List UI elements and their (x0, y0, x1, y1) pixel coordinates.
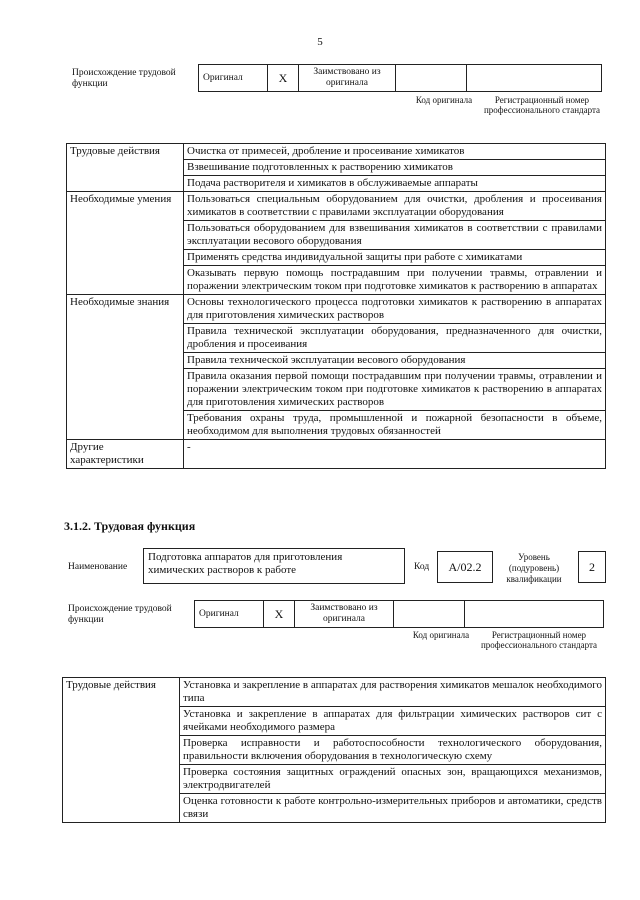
requirement-item: Установка и закрепление в аппаратах для растворения химикатов мешалок необходимого типа (180, 678, 606, 707)
requirements-table-2 (62, 677, 606, 823)
origin-label: Происхождение трудовой функции (72, 68, 176, 89)
origin-code-cell (396, 65, 467, 92)
reg-caption: Регистрационный номер профессионального стандарта (483, 95, 601, 115)
requirement-item: Подача растворителя и химикатов в обслуживаемые аппараты (184, 176, 606, 192)
section-heading: Необходимые знания (67, 295, 184, 440)
origin-label-2: Происхождение трудовой функции (68, 604, 172, 625)
requirement-item: Проверка состояния защитных ограждений опасных зон, вращающихся механизмов, электродвигателей (180, 765, 606, 794)
requirement-item: Оценка готовности к работе контрольно-измерительных приборов и автоматики, средств связи (180, 794, 606, 823)
requirement-item: Пользоваться оборудованием для взвешивания химикатов в соответствии с правилами эксплуатации весового оборудования (184, 221, 606, 250)
requirement-item: Пользоваться специальным оборудованием для очистки, дробления и просеивания химикатов в соответствии с правилами эксплуатации оборудования (184, 192, 606, 221)
section-heading: Трудовые действия (67, 144, 184, 192)
table-row (67, 295, 606, 324)
section-heading: Необходимые умения (67, 192, 184, 295)
origin-reg-cell-2 (465, 601, 604, 628)
function-level: 2 (578, 551, 606, 583)
origin-code-cell-2 (394, 601, 465, 628)
section-title: 3.1.2. Трудовая функция (64, 519, 196, 533)
origin-table (198, 64, 602, 92)
requirement-item: Основы технологического процесса подготовки химикатов к растворению в аппаратах для приготовления химических растворов (184, 295, 606, 324)
page-number: 5 (317, 36, 323, 48)
requirement-item: Оказывать первую помощь пострадавшим при получении травмы, отравлении и поражении электрическим током при подготовке химикатов к растворению в аппаратах (184, 266, 606, 295)
requirement-item: Применять средства индивидуальной защиты при работе с химикатами (184, 250, 606, 266)
requirement-item: - (184, 440, 606, 469)
function-name: Подготовка аппаратов для приготовления химических растворов к работе (143, 548, 405, 584)
level-label: Уровень (подуровень) квалификации (506, 552, 562, 584)
requirement-item: Правила технической эксплуатации оборудования, предназначенного для очистки, дробления и просеивания (184, 324, 606, 353)
origin-mark-2: X (264, 601, 295, 628)
origin-table-2 (194, 600, 604, 628)
requirement-item: Правила оказания первой помощи пострадавшим при получении травмы, отравлении и поражении электрическим током при подготовке химикатов к растворению в аппаратах для приготовления химических растворов (184, 369, 606, 411)
name-label: Наименование (68, 562, 128, 572)
origin-borrowed-2: Заимствовано из оригинала (295, 601, 394, 628)
section-heading: Трудовые действия (63, 678, 180, 823)
table-row (67, 144, 606, 160)
requirements-table-1 (66, 143, 606, 469)
table-row (63, 678, 606, 707)
code-caption-2: Код оригинала (412, 630, 470, 640)
table-row (67, 440, 606, 469)
requirement-item: Очистка от примесей, дробление и просеивание химикатов (184, 144, 606, 160)
section-heading: Другие характеристики (67, 440, 184, 469)
requirement-item: Взвешивание подготовленных к растворению химикатов (184, 160, 606, 176)
table-row (67, 192, 606, 221)
origin-original: Оригинал (199, 65, 268, 92)
requirement-item: Требования охраны труда, промышленной и пожарной безопасности в объеме, необходимом для выполнения трудовых обязанностей (184, 411, 606, 440)
origin-reg-cell (467, 65, 602, 92)
requirement-item: Установка и закрепление в аппаратах для фильтрации химических растворов сит с ячейками необходимого размера (180, 707, 606, 736)
reg-caption-2: Регистрационный номер профессионального стандарта (480, 630, 598, 650)
requirement-item: Правила технической эксплуатации весового оборудования (184, 353, 606, 369)
origin-original-2: Оригинал (195, 601, 264, 628)
origin-borrowed: Заимствовано из оригинала (299, 65, 396, 92)
code-label: Код (414, 562, 430, 572)
function-code: A/02.2 (437, 551, 493, 583)
origin-mark: X (268, 65, 299, 92)
code-caption: Код оригинала (415, 95, 473, 105)
requirement-item: Проверка исправности и работоспособности технологического оборудования, правильности включения оборудования в технологическую схему (180, 736, 606, 765)
